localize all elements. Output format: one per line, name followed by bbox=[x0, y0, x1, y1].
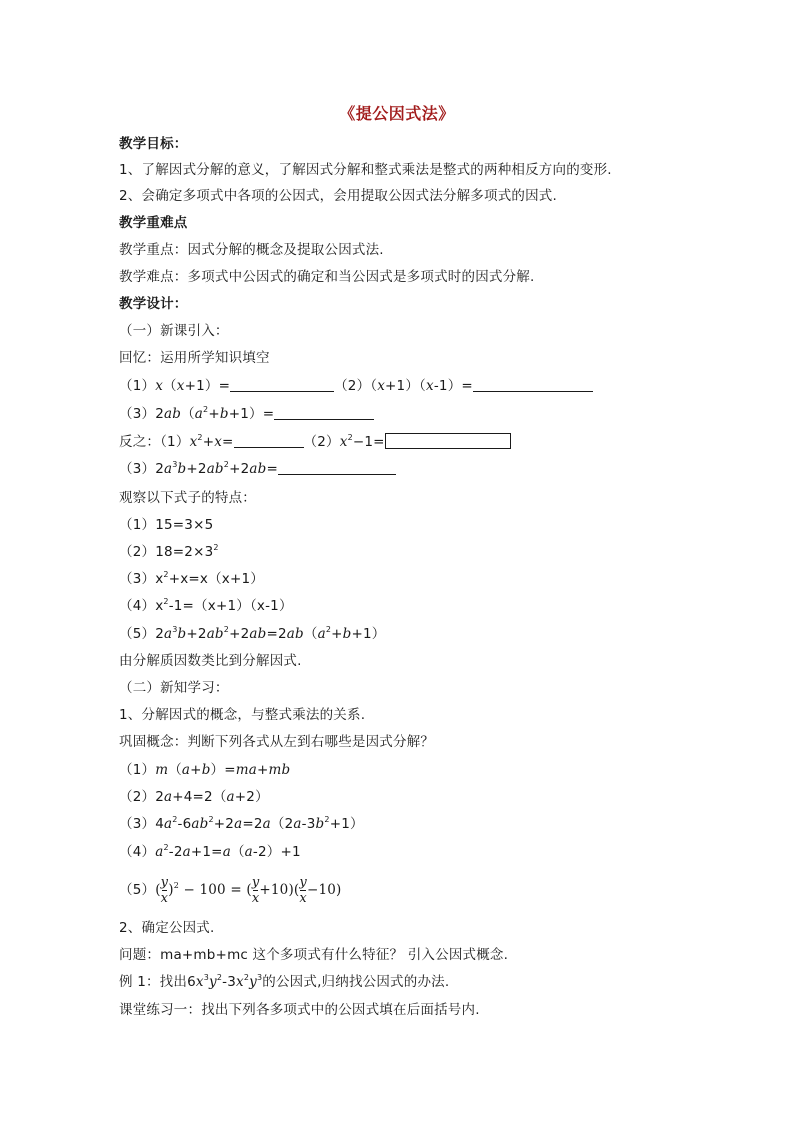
fill-in-row-2: $(3)2ab(a^2+b+1)=$ bbox=[119, 405, 374, 423]
observation-3-pre: （3）x bbox=[119, 571, 164, 587]
part1-heading: （一）新课引入： bbox=[119, 323, 229, 339]
recall-text: 回忆：运用所学知识填空 bbox=[119, 350, 270, 366]
answer-blank[interactable] bbox=[278, 461, 396, 475]
answer-blank[interactable] bbox=[274, 406, 374, 420]
fill-in-row-3: $(3)2a^3b+2ab^2+2ab=$ bbox=[119, 460, 396, 478]
example-post: 的公因式,归纳找公因式的办法. bbox=[262, 974, 450, 990]
observation-4-post: -1=（x+1）（x-1） bbox=[168, 598, 293, 614]
page-title: 《提公因式法》 bbox=[339, 104, 455, 123]
consolidate-text: 巩固概念：判断下列各式从左到右哪些是因式分解？ bbox=[119, 734, 435, 750]
answer-blank[interactable] bbox=[234, 434, 304, 448]
observation-4-pre: （4）x bbox=[119, 598, 164, 614]
question-text: 问题：ma+mb+mc 这个多项式有什么特征？ 引入公因式概念. bbox=[119, 947, 509, 963]
design-heading: 教学设计： bbox=[119, 296, 188, 312]
fraction-y-over-x: $\frac{y}{x}$ bbox=[299, 874, 307, 906]
concept-text: 1、分解因式的概念，与整式乘法的关系. bbox=[119, 707, 366, 723]
judge-item-3: $(3)4a^2-6ab^2+2a=2a(2a-3b^2+1)$ bbox=[119, 815, 364, 832]
judge-item-1: （1）m（a+b）=ma+mb bbox=[119, 762, 291, 778]
part2-heading: （二）新知学习： bbox=[119, 680, 229, 696]
observation-5: $(5)2a^3b+2ab^2+2ab=2ab(a^2+b+1)$ bbox=[119, 625, 386, 642]
fill-in-row-1: （1）x（x+1）= （2）（x+1）（x-1）= bbox=[119, 377, 593, 395]
judge-item-5: （5）( $\frac{y}{x}$ )$^2$ − 100 = ( $\frac{y}{x}$ +10)( $\frac{y}{x}$ −10) bbox=[119, 874, 342, 906]
reverse-row: 反之：$(1)x^2+x= (2)x^2-1=$ bbox=[119, 433, 511, 451]
analogy-text: 由分解质因数类比到分解因式. bbox=[119, 653, 302, 669]
judge-item-4: $(4)a^2-2a+1=a(a-2)+1$ bbox=[119, 843, 301, 860]
common-factor-heading: 2、确定公因式. bbox=[119, 920, 215, 936]
observation-1: （1）15=3×5 bbox=[119, 517, 214, 533]
objective-1: 1、了解因式分解的意义，了解因式分解和整式乘法是整式的两种相反方向的变形. bbox=[119, 162, 612, 178]
key-points-heading: 教学重难点 bbox=[119, 215, 188, 231]
observation-2: $(2)18=2\times 3^2$ bbox=[119, 543, 219, 560]
exercise-text: 课堂练习一：找出下列各多项式中的公因式填在后面括号内. bbox=[119, 1002, 480, 1018]
key-point-focus: 教学重点：因式分解的概念及提取公因式法. bbox=[119, 242, 384, 258]
objectives-heading: 教学目标： bbox=[119, 136, 188, 152]
observation-2-text: （2）18=2×3 bbox=[119, 544, 214, 560]
answer-blank[interactable] bbox=[230, 378, 334, 392]
judge-item-2: （2）2a+4=2（a+2） bbox=[119, 789, 269, 805]
observation-3: $(3)x^2+x=x(x+1)$ bbox=[119, 570, 264, 587]
example-pre: 例 1：找出 bbox=[119, 974, 188, 990]
answer-box[interactable] bbox=[385, 433, 511, 449]
example-1: 例 1：找出$6x^3y^2-3x^2y^3$的公因式,归纳找公因式的办法. bbox=[119, 973, 450, 990]
observation-3-post: +x=x（x+1） bbox=[168, 571, 264, 587]
objective-2: 2、会确定多项式中各项的公因式，会用提取公因式法分解多项式的因式. bbox=[119, 188, 557, 204]
reverse-label: 反之： bbox=[119, 434, 161, 450]
fraction-y-over-x: $\frac{y}{x}$ bbox=[251, 874, 260, 906]
observation-4: $(4)x^2-1=(x+1)(x-1)$ bbox=[119, 597, 293, 614]
key-point-difficulty: 教学难点：多项式中公因式的确定和当公因式是多项式时的因式分解. bbox=[119, 269, 535, 285]
fraction-y-over-x: $\frac{y}{x}$ bbox=[160, 874, 169, 906]
answer-blank[interactable] bbox=[473, 378, 593, 392]
observe-text: 观察以下式子的特点： bbox=[119, 490, 256, 506]
